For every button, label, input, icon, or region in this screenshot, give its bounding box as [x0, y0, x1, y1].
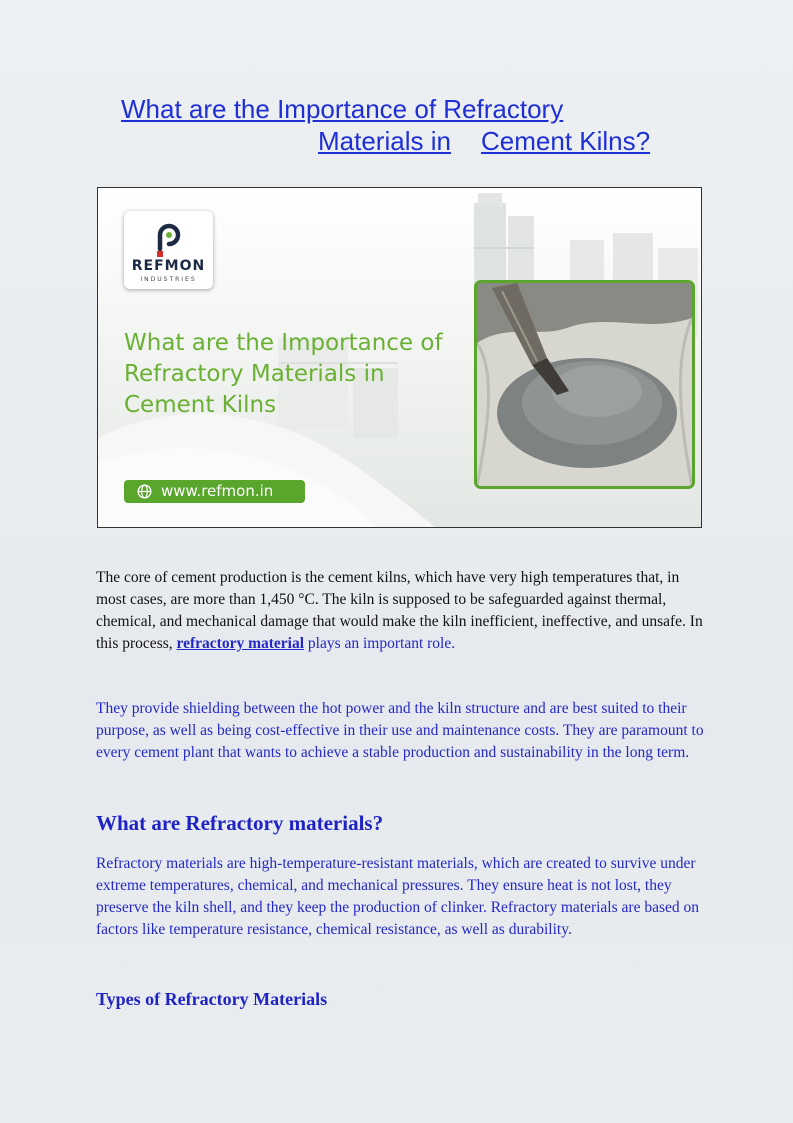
intro-text: The core of cement production is the cement kilns, which have very high temperatures that, in most cases, are more than 1,450 °C. The kiln is supposed to be safeguarded against thermal, chemical, and mechanical damage that would make the kiln inefficient, ineffective, and unsafe. In this process,: [96, 569, 703, 652]
website-url: www.refmon.in: [161, 482, 274, 500]
logo-wordmark: REFMON: [131, 258, 206, 274]
section-heading-what-are-refractory: What are Refractory materials?: [96, 811, 384, 835]
title-link-line2-part2[interactable]: Cement Kilns?: [481, 126, 651, 156]
section-heading-types: Types of Refractory Materials: [96, 989, 328, 1009]
title-link-line2-part1[interactable]: Materials in: [318, 126, 451, 156]
cement-bag-illustration: [477, 283, 692, 486]
title-link-line1[interactable]: What are the Importance of Refractory: [121, 94, 564, 124]
intro-text-end: plays an important role.: [304, 635, 456, 652]
benefits-paragraph: They provide shielding between the hot power and the kiln structure and are best suited to their purpose, as well as being cost-effective in their use and maintenance costs. They are paramount to every cement plant that wants to achieve a stable production and sustainability in the long term.: [96, 700, 704, 761]
website-url-badge: [124, 480, 305, 503]
refmon-logo-mark-icon: [124, 213, 213, 259]
definition-paragraph: Refractory materials are high-temperature-resistant materials, which are created to survive under extreme temperatures, chemical, and mechanical pressures. They ensure heat is not lost, they preserve the kiln shell, and they keep the production of clinker. Refractory materials are based on factors like temperature resistance, chemical resistance, as well as durability.: [96, 855, 699, 938]
logo-subtitle: INDUSTRIES: [140, 276, 197, 283]
banner-heading: What are the Importance of Refractory Materials in Cement Kilns: [124, 330, 443, 418]
refractory-material-link[interactable]: refractory material: [176, 635, 305, 652]
hero-banner-image: [97, 187, 702, 528]
globe-icon: [137, 484, 152, 499]
refmon-logo: [124, 211, 213, 289]
intro-paragraph: [96, 567, 706, 655]
cement-bag-photo: [474, 280, 695, 489]
